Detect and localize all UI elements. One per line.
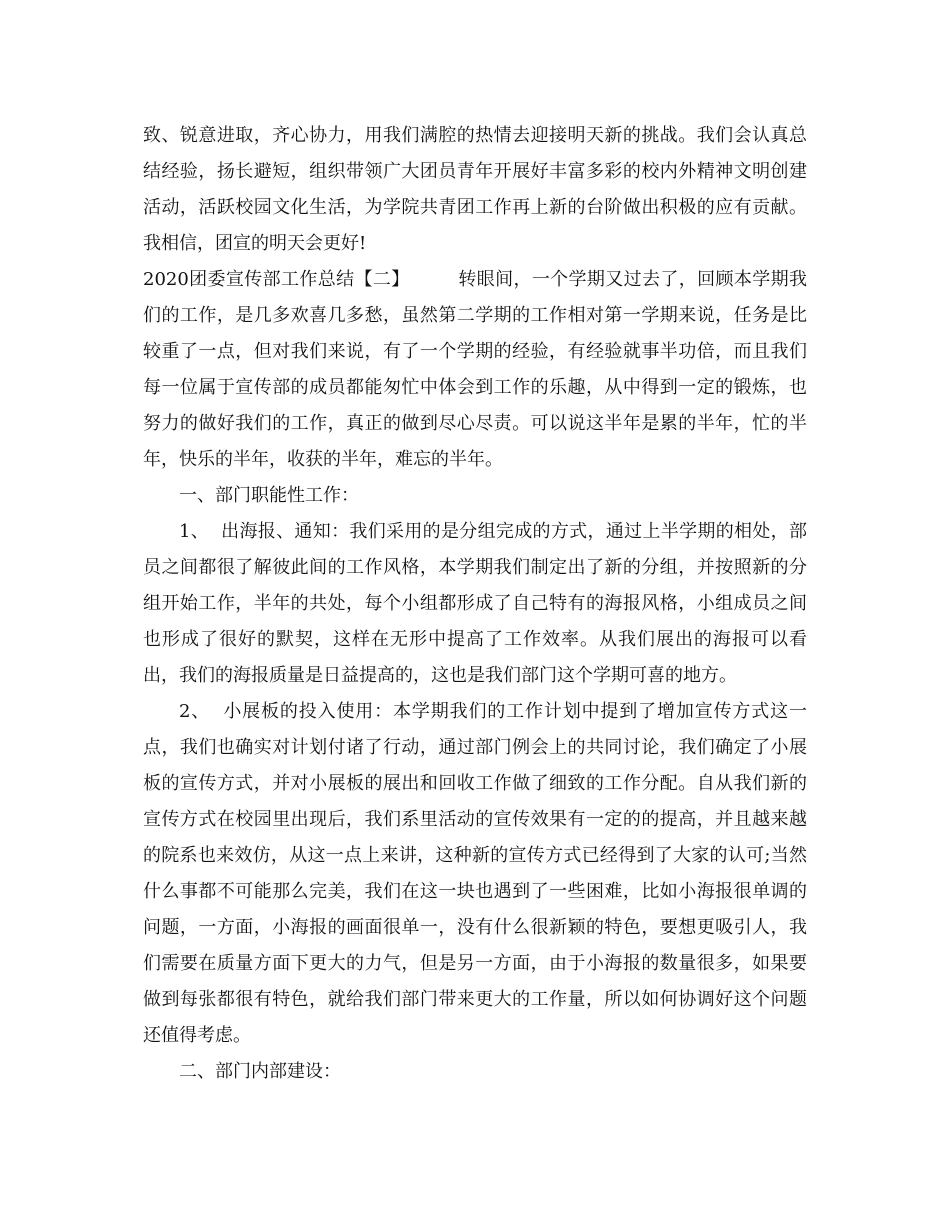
section-title: 2020团委宣传部工作总结【二】: [143, 269, 410, 290]
list-item-posters: 1、 出海报、通知：我们采用的是分组完成的方式，通过上半学期的相处，部员之间都很了解彼此间的工作风格，本学期我们制定出了新的分组，并按照新的分组开始工作，半年的共处，每个小组都形成了自己特有的海报风格，小组成员之间也形成了很好的默契，这样在无形中提高了工作效率。从我们展出的海报可以看出，我们的海报质量是日益提高的，这也是我们部门这个学期可喜的地方。: [143, 521, 807, 686]
document-body: [143, 118, 807, 1090]
section-paragraph: [143, 262, 807, 478]
section-intro: 转眼间，一个学期又过去了，回顾本学期我们的工作，是几多欢喜几多愁，虽然第二学期的工作相对第一学期来说，任务是比较重了一点，但对我们来说，有了一个学期的经验，有经验就事半功倍，而且我们每一位属于宣传部的成员都能匆忙中体会到工作的乐趣，从中得到一定的锻炼，也努力的做好我们的工作，真正的做到尽心尽责。可以说这半年是累的半年，忙的半年，快乐的半年，收获的半年，难忘的半年。: [143, 269, 807, 470]
list-item-display-boards: 2、 小展板的投入使用：本学期我们的工作计划中提到了增加宣传方式这一点，我们也确实对计划付诸了行动，通过部门例会上的共同讨论，我们确定了小展板的宣传方式，并对小展板的展出和回收工作做了细致的工作分配。自从我们新的宣传方式在校园里出现后，我们系里活动的宣传效果有一定的的提高，并且越来越的院系也来效仿，从这一点上来讲，这种新的宣传方式已经得到了大家的认可;当然什么事都不可能那么完美，我们在这一块也遇到了一些困难，比如小海报很单调的问题，一方面，小海报的画面很单一，没有什么很新颖的特色，要想更吸引人，我们需要在质量方面下更大的力气，但是另一方面，由于小海报的数量很多，如果要做到每张都很有特色，就给我们部门带来更大的工作量，所以如何协调好这个问题还值得考虑。: [143, 701, 807, 1046]
heading-internal-building: 二、部门内部建设：: [179, 1061, 341, 1082]
heading-functional-work: 一、部门职能性工作：: [179, 485, 359, 506]
paragraph-continuation: 致、锐意进取，齐心协力，用我们满腔的热情去迎接明天新的挑战。我们会认真总结经验，扬长避短，组织带领广大团员青年开展好丰富多彩的校内外精神文明创建活动，活跃校园文化生活，为学院共青团工作再上新的台阶做出积极的应有贡献。我相信，团宣的明天会更好!: [143, 125, 807, 254]
